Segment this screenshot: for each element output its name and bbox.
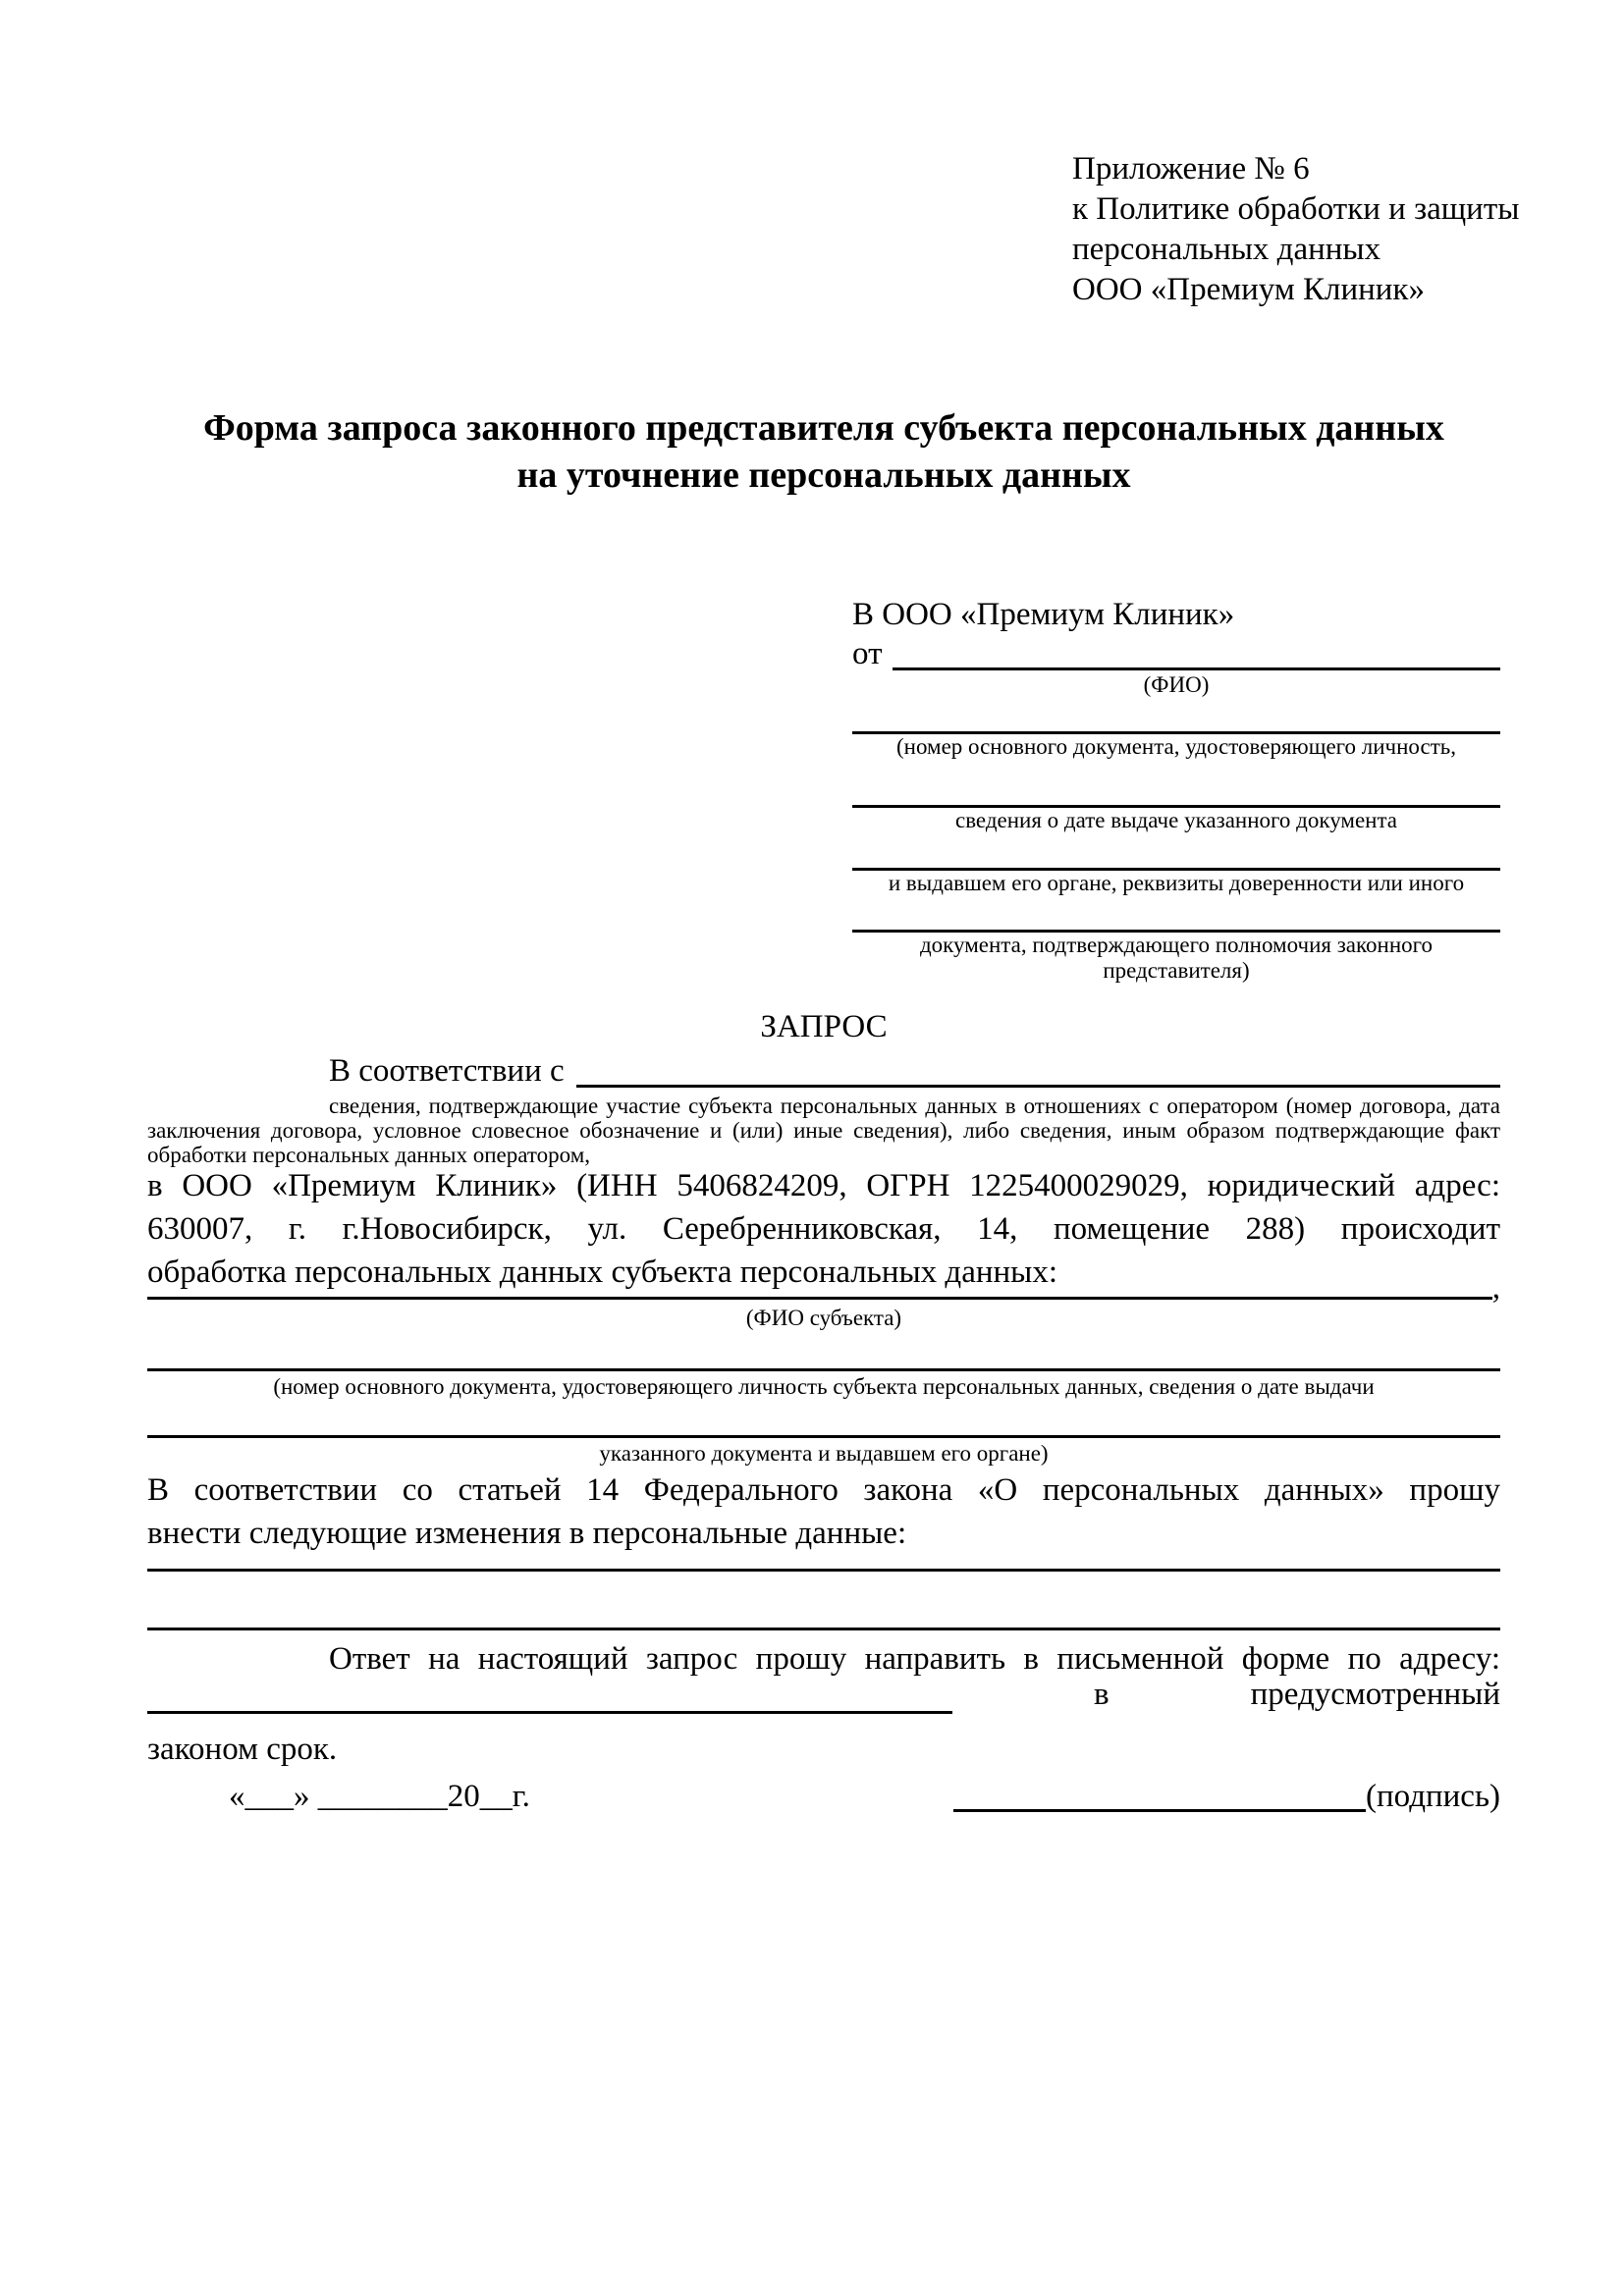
appendix-line: Приложение № 6 — [1072, 151, 1310, 187]
addressee-block — [852, 593, 1500, 984]
intro-paragraph — [147, 1052, 1500, 1090]
representative-doc-caption-1: (номер основного документа, удостоверяющего личность, — [895, 734, 1456, 759]
addressee-to: В ООО «Премиум Клиник» — [852, 597, 1235, 632]
representative-doc-field-line-3 — [852, 833, 1500, 871]
addressee-from-row — [852, 636, 1500, 672]
appendix-line: персональных данных — [1072, 232, 1381, 267]
operator-line-1: в ООО «Премиум Клиник» (ИНН 5406824209, ОГРН 1225400029029, юридический адрес: — [147, 1168, 1500, 1203]
subject-doc-field-line-2 — [147, 1400, 1500, 1438]
representative-doc-field-line-2 — [852, 760, 1500, 808]
appendix-line: к Политике обработки и защиты — [1072, 191, 1520, 227]
changes-field-line-2 — [147, 1572, 1500, 1630]
answer-word-term: предусмотренный — [1250, 1677, 1500, 1712]
changes-fields-block — [147, 1531, 1500, 1630]
note-line-2: заключения договора, условное словесное обозначение и (или) иные сведения), либо сведения, иным образом подтверждающие факт — [147, 1118, 1500, 1143]
representative-doc-field-line-4 — [852, 896, 1500, 933]
operator-line-2: 630007, г. г.Новосибирск, ул. Серебренниковская, 14, помещение 288) происходит — [147, 1211, 1500, 1247]
answer-paragraph — [147, 1637, 1500, 1771]
signature-field-line — [953, 1809, 1366, 1812]
form-title-line-2: на уточнение персональных данных — [516, 454, 1131, 496]
changes-field-line-1 — [147, 1531, 1500, 1572]
subject-fio-field-line — [147, 1297, 1492, 1300]
trailing-comma: , — [1491, 1270, 1500, 1306]
law-line-1: В соответствии со статьей 14 Федерального закона «О персональных данных» прошу — [147, 1472, 1500, 1508]
law-line-2: внести следующие изменения в персональные данные: — [147, 1516, 907, 1551]
subject-doc-caption-2: указанного документа и выдавшем его органе) — [599, 1441, 1049, 1466]
answer-address-field-line — [147, 1711, 952, 1714]
representative-doc-field-line-1 — [852, 702, 1500, 734]
representative-doc-caption-3: и выдавшем его органе, реквизиты доверенности или иного — [888, 871, 1465, 895]
answer-word-v: в — [1094, 1677, 1110, 1712]
note-line-1: сведения, подтверждающие участие субъекта персональных данных в отношениях с оператором (номер договора, дата — [329, 1094, 1500, 1118]
date-line: «___» ________20__г. — [229, 1779, 530, 1814]
subject-doc-field-line-1 — [147, 1331, 1500, 1371]
form-title-line-1: Форма запроса законного представителя субъекта персональных данных — [203, 407, 1444, 449]
subject-doc-caption-1: (номер основного документа, удостоверяющего личность субъекта персональных данных, сведения о дате выдачи — [273, 1374, 1375, 1399]
answer-line-3: законом срок. — [147, 1732, 338, 1767]
request-heading: ЗАПРОС — [760, 1009, 888, 1044]
answer-line-1: Ответ на настоящий запрос прошу направить в письменной форме по адресу: — [329, 1641, 1500, 1677]
appendix-block — [1072, 149, 1519, 310]
note-line-3: обработки персональных данных оператором, — [147, 1143, 590, 1167]
form-title — [147, 404, 1500, 499]
representative-doc-caption-2: сведения о дате выдаче указанного документа — [954, 808, 1398, 832]
representative-doc-caption-4: документа, подтверждающего полномочия законного представителя) — [919, 933, 1433, 983]
answer-address-row — [147, 1677, 1500, 1716]
date-signature-row — [147, 1779, 1500, 1815]
intro-label: В соответствии с — [329, 1053, 565, 1089]
operator-line-3: обработка персональных данных субъекта персональных данных: — [147, 1255, 1057, 1290]
basis-field-line — [576, 1085, 1500, 1088]
appendix-line: ООО «Премиум Клиник» — [1072, 272, 1425, 307]
signature-caption: (подпись) — [1366, 1779, 1500, 1814]
subject-fio-caption: (ФИО субъекта) — [745, 1306, 902, 1330]
representative-fio-field-line — [893, 667, 1501, 670]
operator-relation-note — [147, 1094, 1500, 1167]
from-label: от — [852, 636, 883, 671]
representative-fio-caption: (ФИО) — [1143, 672, 1210, 697]
